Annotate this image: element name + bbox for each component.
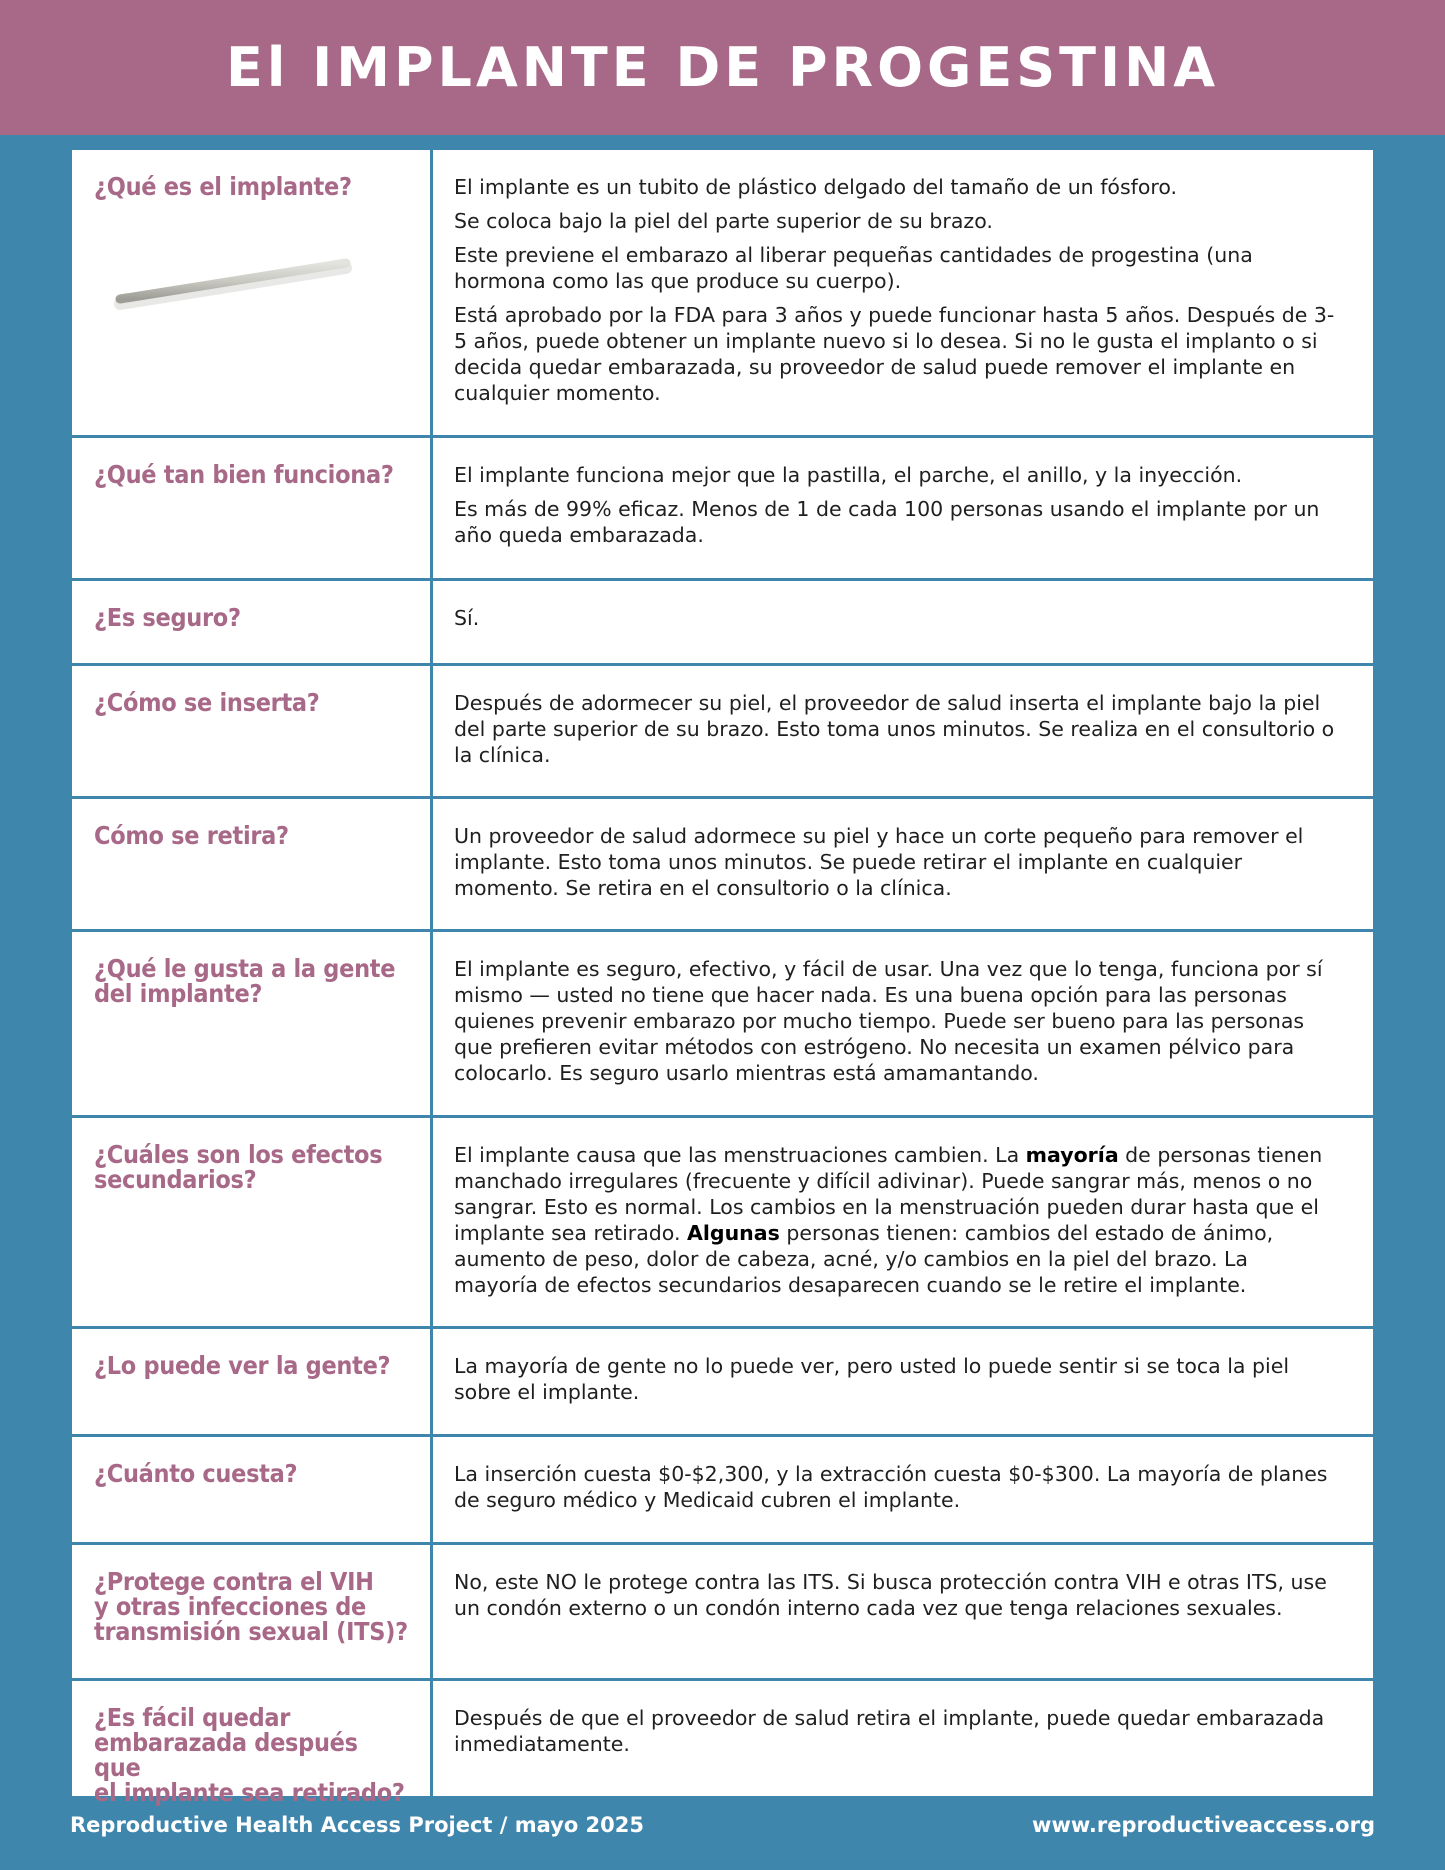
faq-question: [72, 666, 430, 796]
question-text: ¿Es seguro?: [94, 603, 241, 632]
answer-text: El implante causa que las menstruaciones cambien. La: [454, 1143, 1026, 1167]
faq-question: [72, 799, 430, 929]
answer-paragraph: [454, 1142, 1337, 1298]
answer-paragraph: Un proveedor de salud adormece su piel y hace un corte pequeño para remover el implante. Esto toma unos minutos. Se puede retirar el implante en cualquier momento. Se retira en el consultorio o la clínica.: [454, 824, 1304, 900]
faq-question: [72, 150, 430, 435]
question-text: ¿Es fácil quedar embarazada después que el implante sea retirado?: [94, 1703, 405, 1807]
faq-question: [72, 438, 430, 578]
implant-rod-image: [114, 247, 354, 317]
faq-answer: [433, 438, 1373, 578]
answer-paragraph: Es más de 99% eficaz. Menos de 1 de cada 100 personas usando el implante por un año queda embarazada.: [454, 497, 1320, 547]
answer-paragraph: El implante es seguro, efectivo, y fácil de usar. Una vez que lo tenga, funciona por sí mismo — usted no tiene que hacer nada. Es una buena opción para las personas quienes prevenir embarazo por mucho tiempo. Puede ser bueno para las personas que prefieren evitar métodos con estrógeno. No necesita un examen pélvico para colocarlo. Es seguro usarlo mientras está amamantando.: [454, 957, 1323, 1085]
faq-question: [72, 1545, 430, 1678]
answer-paragraph: Está aprobado por la FDA para 3 años y puede funcionar hasta 5 años. Después de 3-5 años, puede obtener un implante nuevo si lo desea. Si no le gusta el implanto o si decida quedar embarazada, su proveedor de salud puede remover el implante en cualquier momento.: [454, 303, 1335, 405]
answer-paragraph: No, este NO le protege contra las ITS. Si busca protección contra VIH e otras ITS, use un condón externo o un condón interno cada vez que tenga relaciones sexuales.: [454, 1570, 1327, 1620]
answer-paragraph: Se coloca bajo la piel del parte superior de su brazo.: [454, 209, 993, 233]
answer-text: de personas tienen manchado irregulares (frecuente y difícil adivinar). Puede sangrar más, menos o no sangrar. Esto es normal. Los cambios en la menstruación pueden durar hasta que el implante sea retirado.: [454, 1143, 1323, 1245]
faq-answer: [433, 666, 1373, 796]
faq-answer: [433, 1437, 1373, 1542]
faq-question: [72, 1437, 430, 1542]
faq-answer: [433, 932, 1373, 1115]
answer-paragraph: La inserción cuesta $0-$2,300, y la extracción cuesta $0-$300. La mayoría de planes de seguro médico y Medicaid cubren el implante.: [454, 1462, 1328, 1512]
faq-answer: [433, 799, 1373, 929]
answer-paragraph: El implante es un tubito de plástico delgado del tamaño de un fósforo.: [454, 175, 1178, 199]
faq-question: [72, 1118, 430, 1326]
faq-answer: [433, 150, 1373, 435]
question-text: ¿Qué es el implante?: [94, 172, 352, 201]
answer-text: personas tienen: cambios del estado de ánimo, aumento de peso, dolor de cabeza, acné, y/o cambios en la piel del brazo. La mayoría de efectos secundarios desaparecen cuando se le retire el implante.: [454, 1221, 1274, 1297]
question-text: ¿Cuánto cuesta?: [94, 1459, 298, 1488]
faq-question: [72, 1329, 430, 1434]
answer-paragraph: La mayoría de gente no lo puede ver, pero usted lo puede sentir si se toca la piel sobre el implante.: [454, 1354, 1290, 1404]
faq-answer: [433, 1118, 1373, 1326]
emphasis-text: mayoría: [1025, 1143, 1119, 1167]
faq-question: [72, 581, 430, 663]
faq-answer: [433, 1329, 1373, 1434]
question-text: Cómo se retira?: [94, 821, 289, 850]
answer-paragraph: Después de adormecer su piel, el proveedor de salud inserta el implante bajo la piel del parte superior de su brazo. Esto toma unos minutos. Se realiza en el consultorio o la clínica.: [454, 691, 1335, 767]
faq-answer: [433, 1545, 1373, 1678]
emphasis-text: Algunas: [687, 1221, 780, 1245]
faq-question: [72, 932, 430, 1115]
question-text: ¿Lo puede ver la gente?: [94, 1351, 391, 1380]
page-header: [0, 0, 1445, 135]
footer-org-date: Reproductive Health Access Project / mayo 2025: [70, 1813, 645, 1837]
question-text: ¿Cómo se inserta?: [94, 688, 320, 717]
faq-question: [72, 1681, 430, 1807]
answer-paragraph: Sí.: [454, 606, 480, 630]
question-text: ¿Protege contra el VIH y otras infecciones de transmisión sexual (ITS)?: [94, 1567, 408, 1646]
answer-paragraph: Este previene el embarazo al liberar pequeñas cantidades de progestina (una hormona como las que produce su cuerpo).: [454, 243, 1253, 293]
faq-table: [72, 150, 1373, 1807]
faq-answer: [433, 581, 1373, 663]
answer-paragraph: El implante funciona mejor que la pastilla, el parche, el anillo, y la inyección.: [454, 463, 1243, 487]
question-text: ¿Qué tan bien funciona?: [94, 460, 394, 489]
footer-website: www.reproductiveaccess.org: [1032, 1813, 1375, 1837]
question-text: ¿Cuáles son los efectos secundarios?: [94, 1140, 383, 1194]
page-title: El IMPLANTE DE PROGESTINA: [225, 36, 1220, 99]
question-text: ¿Qué le gusta a la gente del implante?: [94, 954, 396, 1008]
answer-paragraph: Después de que el proveedor de salud retira el implante, puede quedar embarazada inmediatamente.: [454, 1706, 1325, 1756]
faq-answer: [433, 1681, 1373, 1796]
